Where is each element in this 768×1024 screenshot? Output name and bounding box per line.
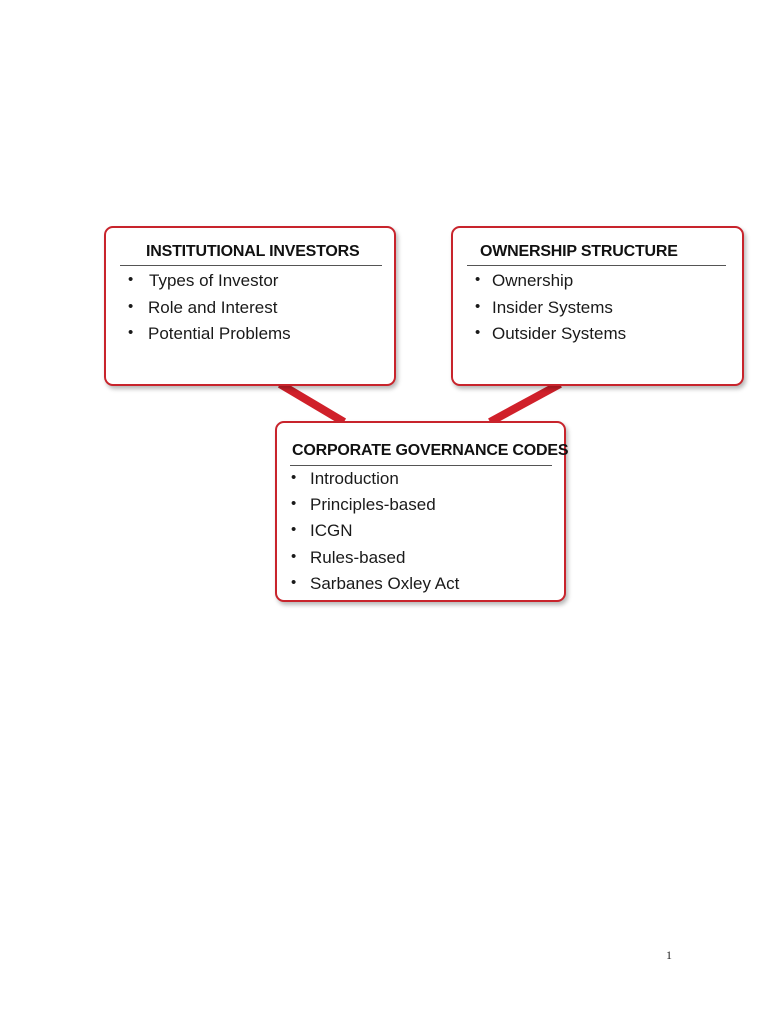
institutional-investors-box: INSTITUTIONAL INVESTORS • Types of Investor • Role and Interest • Potential Problems [104,226,396,386]
corporate-governance-codes-box: CORPORATE GOVERNANCE CODES • Introduction • Principles-based • ICGN • Rules-based • Sarbanes Oxley Act [275,421,566,602]
connector-institutional-to-codes [280,384,344,422]
bullet-icon: • [291,547,297,565]
bullet-icon: • [128,297,134,315]
bullet-icon: • [475,324,481,341]
bullet-icon: • [291,495,297,513]
title-divider [290,465,552,466]
bullet-icon: • [128,324,134,341]
connector-ownership-to-codes [490,384,560,422]
bullet-icon: • [475,271,481,288]
corporate-governance-codes-title: CORPORATE GOVERNANCE CODES [292,442,569,459]
bullet-icon: • [291,573,297,591]
bullet-icon: • [291,469,297,486]
title-divider [467,265,726,266]
ownership-structure-title: OWNERSHIP STRUCTURE [480,243,678,260]
bullet-icon: • [475,297,481,315]
bullet-icon: • [128,271,134,288]
title-divider [120,265,382,266]
ownership-structure-box: OWNERSHIP STRUCTURE • Ownership • Insider Systems • Outsider Systems [451,226,744,386]
institutional-investors-title: INSTITUTIONAL INVESTORS [146,243,360,260]
bullet-icon: • [291,521,297,539]
page-number: 1 [666,948,672,962]
